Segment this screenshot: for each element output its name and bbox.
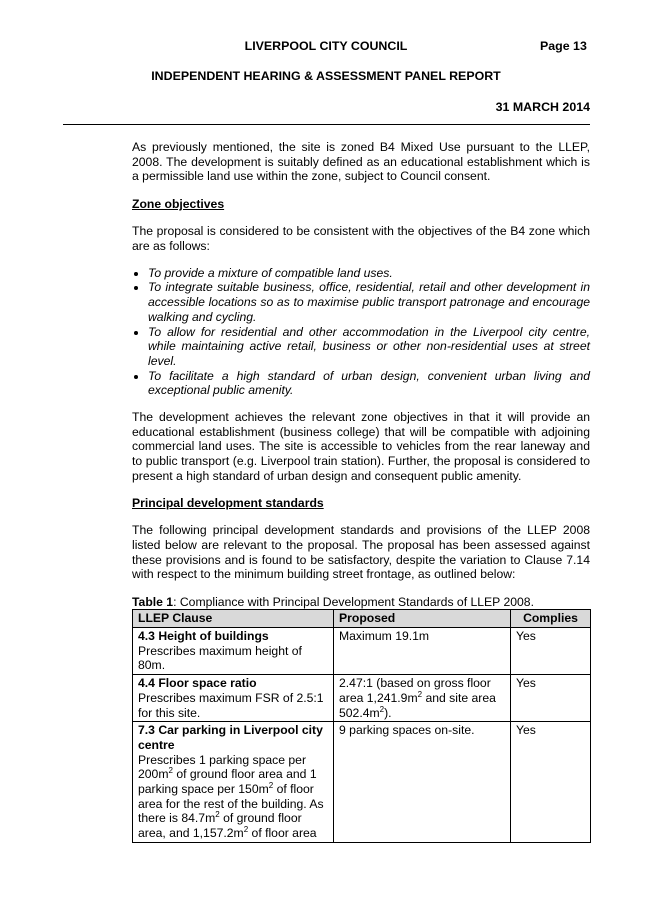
proposed-cell: Maximum 19.1m	[334, 627, 511, 674]
proposed-cell	[334, 675, 511, 722]
clause-title: 4.4 Floor space ratio	[138, 676, 257, 691]
table-row	[133, 627, 591, 674]
clause-text: Prescribes 1 parking space per 200m	[138, 752, 307, 782]
zone-objectives-heading: Zone objectives	[132, 196, 225, 211]
superscript: 2	[417, 689, 423, 699]
clause-text: of ground floor area, and 1,157.2m	[138, 811, 302, 841]
clause-text: of floor area for the rest of the building. As there is 84.7m	[138, 782, 324, 826]
clause-title: 4.3 Height of buildings	[138, 628, 269, 643]
table-caption	[132, 595, 590, 610]
zone-assessment-paragraph: The development achieves the relevant zone objectives in that it will provide an educational establishment (business college) that will be compatible with adjoining commercial land uses. The site is accessible to vehicles from the rear laneway and to public transport (e.g. Liverpool train station). Further, the proposal is considered to present a high standard of urban design and consequent public amenity.	[132, 410, 590, 483]
standards-heading: Principal development standards	[132, 496, 324, 511]
clause-cell	[133, 627, 334, 674]
page-number: Page 13	[540, 39, 587, 53]
complies-cell: Yes	[511, 675, 591, 722]
proposed-text: and site area 502.4m	[339, 690, 496, 720]
clause-description	[138, 753, 328, 841]
table-caption-text: : Compliance with Principal Development Standards of LLEP 2008.	[173, 594, 534, 609]
list-item: • To allow for residential and other accommodation in the Liverpool city centre, while maintaining active retail, business or other non-residential uses at street level.	[148, 325, 590, 369]
complies-cell: Yes	[511, 627, 591, 674]
complies-cell: Yes	[511, 722, 591, 843]
table-header-row	[133, 610, 591, 628]
table-row	[133, 722, 591, 843]
list-item: • To provide a mixture of compatible land uses.	[148, 266, 590, 281]
proposed-text: ).	[384, 705, 392, 720]
compliance-table	[132, 609, 591, 843]
clause-cell	[133, 675, 334, 722]
council-name: LIVERPOOL CITY COUNCIL	[244, 39, 408, 53]
proposed-cell: 9 parking spaces on-site.	[334, 722, 511, 843]
clause-cell	[133, 722, 334, 843]
table-row	[133, 675, 591, 722]
report-title: INDEPENDENT HEARING & ASSESSMENT PANEL REPORT	[151, 69, 501, 83]
superscript: 2	[215, 810, 220, 820]
zone-lead-paragraph: The proposal is considered to be consistent with the objectives of the B4 zone which are as follows:	[132, 223, 590, 253]
superscript: 2	[168, 766, 173, 776]
proposed-text: 2.47:1 (based on gross floor area 1,241.9m	[339, 676, 491, 705]
col-header-clause: LLEP Clause	[133, 610, 334, 628]
clause-title: 7.3 Car parking in Liverpool city centre	[138, 723, 323, 752]
zone-objectives-list	[132, 266, 590, 398]
report-date: 31 MARCH 2014	[495, 100, 590, 114]
table-caption-label: Table 1	[132, 594, 174, 609]
col-header-proposed: Proposed	[334, 610, 511, 628]
list-item: • To facilitate a high standard of urban design, convenient urban living and exceptional public amenity.	[148, 369, 590, 398]
superscript: 2	[268, 780, 274, 790]
clause-description: Prescribes maximum height of 80m.	[138, 643, 302, 673]
list-item: • To integrate suitable business, office, residential, retail and other development in accessible locations so as to maximise public transport patronage and encourage walking and cycling.	[148, 280, 590, 324]
standards-paragraph: The following principal development standards and provisions of the LLEP 2008 listed below are relevant to the proposal. The proposal has been assessed against these provisions and is found to be satisfactory, despite the variation to Clause 7.14 with respect to the minimum building street frontage, as outlined below:	[132, 523, 590, 582]
superscript: 2	[379, 704, 385, 714]
col-header-complies: Complies	[511, 610, 591, 628]
intro-paragraph: As previously mentioned, the site is zoned B4 Mixed Use pursuant to the LLEP, 2008. The development is suitably defined as an educational establishment which is a permissible land use within the zone, subject to Council consent.	[132, 140, 590, 184]
clause-text: of floor area	[248, 826, 317, 841]
clause-text: of ground floor area and 1 parking space per 150m	[138, 767, 317, 797]
document-body	[132, 140, 590, 843]
header-divider	[63, 124, 590, 125]
superscript: 2	[243, 825, 249, 835]
clause-description: Prescribes maximum FSR of 2.5:1 for this site.	[138, 690, 324, 720]
